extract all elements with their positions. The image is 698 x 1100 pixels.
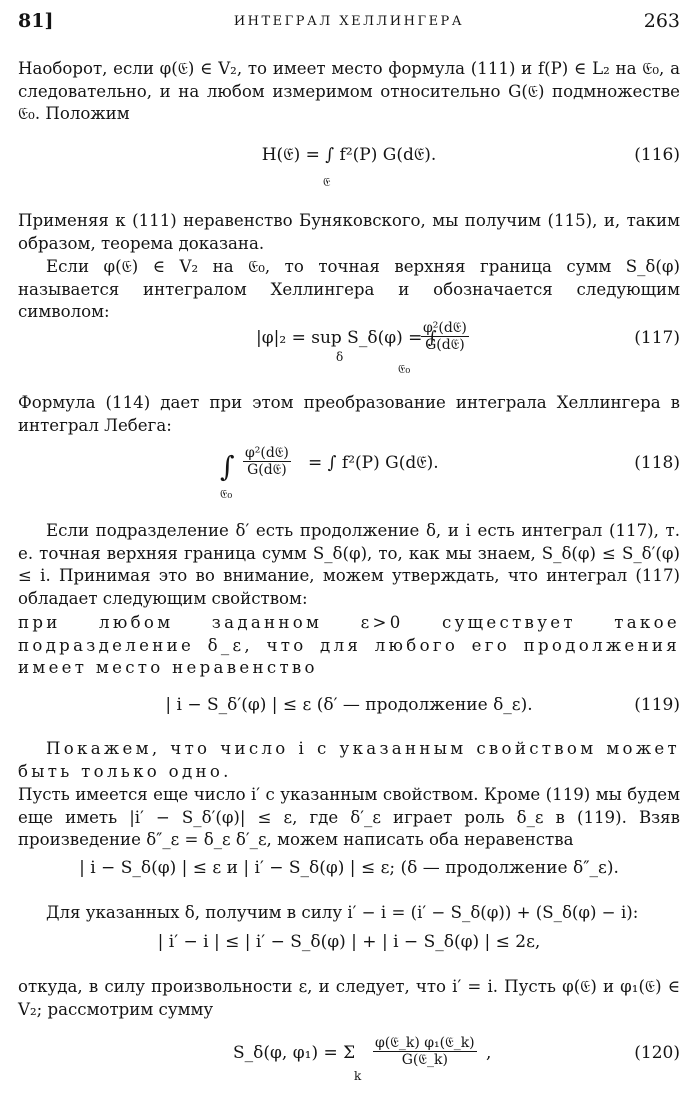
equation-120-fraction <box>373 1035 477 1068</box>
equation-118-number: (118) <box>634 453 680 473</box>
equation-120-number: (120) <box>634 1043 680 1063</box>
equation-120-tail: , <box>486 1043 492 1063</box>
equation-119 <box>18 695 680 723</box>
equation-117-number: (117) <box>634 328 680 348</box>
page-number: 263 <box>643 10 680 32</box>
equation-117-sup-subscript: δ <box>336 350 344 364</box>
equation-120-sum-subscript: k <box>354 1069 362 1083</box>
integral-sign-icon: ∫ <box>220 450 235 483</box>
equation-118-denominator: G(d𝔈) <box>247 462 287 478</box>
equation-117-lower: 𝔈₀ <box>398 362 411 376</box>
paragraph-5-emphasis: при любом заданном ε>0 существует такое подразделение δ_ε, что для любого его продолжения имеет место неравенство <box>18 613 680 678</box>
paragraph-7: Пусть имеется еще число i′ с указанным свойством. Кроме (119) мы будем еще иметь |i′ − S_δ′(φ)| ≤ ε, где δ′_ε играет роль δ_ε в (119). Взяв произведение δ″_ε = δ_ε δ′_ε, можем написать оба неравенства <box>18 785 680 850</box>
equation-118-fraction <box>243 445 291 478</box>
equation-120-denominator: G(𝔈_k) <box>401 1052 448 1068</box>
paragraph-3: Если φ(𝔈) ∈ V₂ на 𝔈₀, то точная верхняя граница сумм S_δ(φ) называется интегралом Хеллингера и обозначается следующим символом: <box>18 257 680 322</box>
equation-118-numerator: φ²(d𝔈) <box>245 445 289 461</box>
equation-118-right: = ∫ f²(P) G(d𝔈). <box>308 453 439 473</box>
equation-120-left: S_δ(φ, φ₁) = Σ <box>233 1043 356 1063</box>
equation-inequality <box>18 932 680 960</box>
equation-119-body: | i − S_δ′(φ) | ≤ ε (δ′ — продолжение δ_ε). <box>165 695 533 715</box>
equation-116 <box>18 145 680 189</box>
equation-116-lower: 𝔈 <box>323 175 331 189</box>
paragraph-1: Наоборот, если φ(𝔈) ∈ V₂, то имеет место формула (111) и f(P) ∈ L₂ на 𝔈₀, а следовательно, и на любом измеримом относительно G(𝔈) подмножестве 𝔈₀. Положим <box>18 59 680 124</box>
equation-118 <box>18 445 680 503</box>
page-header <box>18 10 680 40</box>
section-number: 81] <box>18 10 54 32</box>
equation-pair <box>18 858 680 886</box>
equation-pair-body: | i − S_δ(φ) | ≤ ε и | i′ − S_δ(φ) | ≤ ε; (δ — продолжение δ″_ε). <box>79 858 619 878</box>
equation-120-numerator: φ(𝔈_k) φ₁(𝔈_k) <box>375 1035 475 1051</box>
equation-116-number: (116) <box>634 145 680 165</box>
equation-117-numerator: φ²(d𝔈) <box>423 320 467 336</box>
equation-117 <box>18 320 680 380</box>
paragraph-4: Формула (114) дает при этом преобразование интеграла Хеллингера в интеграл Лебега: <box>18 393 680 435</box>
paragraph-9: откуда, в силу произвольности ε, и следует, что i′ = i. Пусть φ(𝔈) и φ₁(𝔈) ∈ V₂; рассмотрим сумму <box>18 977 680 1019</box>
equation-116-body: H(𝔈) = ∫ f²(P) G(d𝔈). <box>261 145 437 165</box>
paragraph-2: Применяя к (111) неравенство Буняковского, мы получим (115), и, таким образом, теорема доказана. <box>18 211 680 253</box>
equation-117-denominator: G(d𝔈) <box>425 337 465 353</box>
equation-117-fraction <box>421 320 469 353</box>
running-title: ИНТЕГРАЛ ХЕЛЛИНГЕРА <box>233 14 465 29</box>
equation-118-lower: 𝔈₀ <box>220 487 233 501</box>
paragraph-5: Если подразделение δ′ есть продолжение δ, и i есть интеграл (117), т. е. точная верхняя граница сумм S_δ(φ), то, как мы знаем, S_δ(φ) ≤ S_δ′(φ) ≤ i. Принимая это во внимание, можем утверждать, что интеграл (117) обладает следующим свойством: <box>18 521 680 608</box>
paragraph-6: Покажем, что число i с указанным свойством может быть только одно. <box>18 739 680 781</box>
equation-119-number: (119) <box>634 695 680 715</box>
equation-120 <box>18 1035 680 1095</box>
equation-inequality-body: | i′ − i | ≤ | i′ − S_δ(φ) | + | i − S_δ(φ) | ≤ 2ε, <box>157 932 541 952</box>
paragraph-8: Для указанных δ, получим в силу i′ − i = (i′ − S_δ(φ)) + (S_δ(φ) − i): <box>46 903 639 922</box>
equation-117-left: |φ|₂ = sup S_δ(φ) = ∫ <box>256 328 437 348</box>
